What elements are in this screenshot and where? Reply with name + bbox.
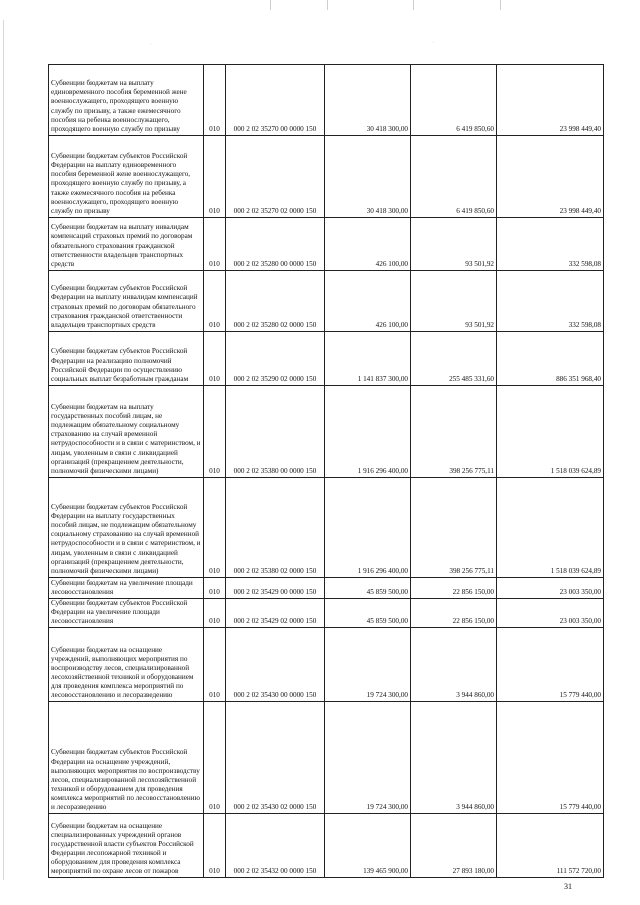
row-name-text: Субвенции бюджетам субъектов Российской Федерации на увеличение площади лесовосстановления bbox=[51, 599, 188, 626]
table-row bbox=[49, 65, 604, 136]
row-approved-cell: 1 916 296 400,00 bbox=[325, 386, 411, 478]
row-remaining-cell: 23 998 449,40 bbox=[497, 65, 604, 136]
row-name-cell bbox=[49, 578, 204, 599]
row-executed-cell: 6 419 850,60 bbox=[411, 136, 497, 218]
row-name-text: Субвенции бюджетам на выплату единовременного пособия беременной жене военнослужащего, проходящего военную службу по призыву, а также ежемесячного пособия на ребенка военнослужащего, проходящего военную службу по призыву bbox=[51, 79, 187, 133]
row-kbk-cell: 000 2 02 35380 02 0000 150 bbox=[226, 478, 325, 578]
row-remaining-cell: 23 998 449,40 bbox=[497, 136, 604, 218]
row-approved-cell: 139 465 900,00 bbox=[325, 814, 411, 878]
row-name-text: Субвенции бюджетам субъектов Российской Федерации на реализацию полномочий Российской Федерации по осуществлению социальных выплат безработным гражданам bbox=[51, 347, 189, 383]
row-name-text: Субвенции бюджетам на оснащение учреждений, выполняющих мероприятия по воспроизводству лесов, специализированной лесохозяйственной техникой и оборудованием для проведения комплекса мероприятий по лесовосстановлению и лесоразведению bbox=[51, 645, 194, 700]
table-row bbox=[49, 814, 604, 878]
row-code-cell: 010 bbox=[204, 271, 226, 332]
row-kbk-cell: 000 2 02 35270 00 0000 150 bbox=[226, 65, 325, 136]
row-name-text: Субвенции бюджетам на выплату инвалидам компенсаций страховых премий по договорам обязательного страхования гражданской ответственности владельцев транспортных средств bbox=[51, 223, 193, 268]
table-row bbox=[49, 478, 604, 578]
row-code-cell: 010 bbox=[204, 702, 226, 814]
row-code-cell: 010 bbox=[204, 628, 226, 702]
row-kbk-cell: 000 2 02 35429 00 0000 150 bbox=[226, 578, 325, 599]
row-name-cell bbox=[49, 702, 204, 814]
row-executed-cell: 3 944 860,00 bbox=[411, 628, 497, 702]
row-kbk-cell: 000 2 02 35429 02 0000 150 bbox=[226, 599, 325, 628]
row-kbk-cell: 000 2 02 35432 00 0000 150 bbox=[226, 814, 325, 878]
table-row bbox=[49, 578, 604, 599]
column-tick-mark bbox=[270, 0, 271, 10]
row-name-cell bbox=[49, 332, 204, 386]
row-remaining-cell: 15 779 440,00 bbox=[497, 628, 604, 702]
row-name-text: Субвенции бюджетам субъектов Российской Федерации на оснащение учреждений, выполняющих мероприятия по воспроизводству лесов, специализированной лесохозяйственной техникой и оборудованием для проведения комплекса мероприятий по лесовосстановлению и лесоразведению bbox=[51, 748, 200, 812]
row-executed-cell: 255 485 331,60 bbox=[411, 332, 497, 386]
row-kbk-cell: 000 2 02 35270 02 0000 150 bbox=[226, 136, 325, 218]
row-approved-cell: 19 724 300,00 bbox=[325, 702, 411, 814]
table-row bbox=[49, 332, 604, 386]
column-tick-mark bbox=[413, 0, 414, 10]
row-name-cell bbox=[49, 218, 204, 271]
scan-edge bbox=[3, 20, 4, 880]
budget-execution-table bbox=[48, 64, 604, 878]
row-name-cell bbox=[49, 628, 204, 702]
row-remaining-cell: 111 572 720,00 bbox=[497, 814, 604, 878]
table-row bbox=[49, 702, 604, 814]
column-tick-mark bbox=[327, 0, 328, 10]
row-name-cell bbox=[49, 271, 204, 332]
scan-speck: · bbox=[432, 40, 434, 46]
row-name-text: Субвенции бюджетам на увеличение площади лесовосстановления bbox=[51, 578, 193, 596]
table-row bbox=[49, 628, 604, 702]
row-executed-cell: 398 256 775,11 bbox=[411, 478, 497, 578]
row-approved-cell: 45 859 500,00 bbox=[325, 599, 411, 628]
row-code-cell: 010 bbox=[204, 218, 226, 271]
row-kbk-cell: 000 2 02 35430 02 0000 150 bbox=[226, 702, 325, 814]
row-approved-cell: 426 100,00 bbox=[325, 218, 411, 271]
row-name-text: Субвенции бюджетам на выплату государственных пособий лицам, не подлежащим обязательному социальному страхованию на случай временной нетрудоспособности и в связи с материнством, и лицам, уволенным в связи с ликвидацией организаций (прекращением деятельности, полномочий физическими лицами) bbox=[51, 402, 201, 475]
row-executed-cell: 93 501,92 bbox=[411, 218, 497, 271]
row-remaining-cell: 332 598,08 bbox=[497, 218, 604, 271]
row-name-text: Субвенции бюджетам на оснащение специализированных учреждений органов государственной власти субъектов Российской Федерации лесопожарной техникой и оборудованием для проведения комплекса мероприятий по охране лесов от пожаров bbox=[51, 821, 194, 876]
row-name-cell bbox=[49, 478, 204, 578]
row-approved-cell: 1 141 837 300,00 bbox=[325, 332, 411, 386]
row-name-cell bbox=[49, 65, 204, 136]
row-code-cell: 010 bbox=[204, 386, 226, 478]
row-kbk-cell: 000 2 02 35290 02 0000 150 bbox=[226, 332, 325, 386]
row-code-cell: 010 bbox=[204, 332, 226, 386]
row-name-cell bbox=[49, 136, 204, 218]
table-row bbox=[49, 599, 604, 628]
table-row bbox=[49, 386, 604, 478]
row-remaining-cell: 1 518 039 624,89 bbox=[497, 386, 604, 478]
row-executed-cell: 6 419 850,60 bbox=[411, 65, 497, 136]
row-name-cell bbox=[49, 599, 204, 628]
page-number: 31 bbox=[564, 882, 572, 891]
row-executed-cell: 93 501,92 bbox=[411, 271, 497, 332]
row-code-cell: 010 bbox=[204, 65, 226, 136]
row-remaining-cell: 15 779 440,00 bbox=[497, 702, 604, 814]
row-approved-cell: 1 916 296 400,00 bbox=[325, 478, 411, 578]
row-approved-cell: 30 418 300,00 bbox=[325, 65, 411, 136]
row-code-cell: 010 bbox=[204, 814, 226, 878]
row-name-text: Субвенции бюджетам субъектов Российской Федерации на выплату государственных пособий лицам, не подлежащим обязательному социальному страхованию на случай временной нетрудоспособности и в связи с материнством, и лицам, уволенным в связи с ликвидацией организаций (прекращением деятельности, полномочий физическими лицами) bbox=[51, 502, 201, 575]
row-code-cell: 010 bbox=[204, 578, 226, 599]
row-approved-cell: 19 724 300,00 bbox=[325, 628, 411, 702]
row-remaining-cell: 332 598,08 bbox=[497, 271, 604, 332]
table-row bbox=[49, 271, 604, 332]
row-executed-cell: 22 856 150,00 bbox=[411, 599, 497, 628]
row-remaining-cell: 886 351 968,40 bbox=[497, 332, 604, 386]
row-executed-cell: 27 893 180,00 bbox=[411, 814, 497, 878]
row-approved-cell: 30 418 300,00 bbox=[325, 136, 411, 218]
row-code-cell: 010 bbox=[204, 478, 226, 578]
table-row bbox=[49, 136, 604, 218]
row-name-cell bbox=[49, 386, 204, 478]
row-executed-cell: 3 944 860,00 bbox=[411, 702, 497, 814]
row-kbk-cell: 000 2 02 35280 00 0000 150 bbox=[226, 218, 325, 271]
row-name-cell bbox=[49, 814, 204, 878]
row-kbk-cell: 000 2 02 35430 00 0000 150 bbox=[226, 628, 325, 702]
row-kbk-cell: 000 2 02 35380 00 0000 150 bbox=[226, 386, 325, 478]
row-remaining-cell: 23 003 350,00 bbox=[497, 578, 604, 599]
row-name-text: Субвенции бюджетам субъектов Российской Федерации на выплату инвалидам компенсаций страховых премий по договорам обязательного страхования гражданской ответственности владельцев транспортных средств bbox=[51, 284, 198, 329]
table-body bbox=[49, 65, 604, 878]
row-remaining-cell: 1 518 039 624,89 bbox=[497, 478, 604, 578]
row-kbk-cell: 000 2 02 35280 02 0000 150 bbox=[226, 271, 325, 332]
row-executed-cell: 22 856 150,00 bbox=[411, 578, 497, 599]
row-name-text: Субвенции бюджетам субъектов Российской Федерации на выплату единовременного пособия беременной жене военнослужащего, проходящего военную службу по призыву, а также ежемесячного пособия на ребенка военнослужащего, проходящего военную службу по призыву bbox=[51, 152, 191, 215]
row-approved-cell: 45 859 500,00 bbox=[325, 578, 411, 599]
row-code-cell: 010 bbox=[204, 599, 226, 628]
row-code-cell: 010 bbox=[204, 136, 226, 218]
row-approved-cell: 426 100,00 bbox=[325, 271, 411, 332]
table-row bbox=[49, 218, 604, 271]
scan-speck: · bbox=[150, 42, 152, 48]
column-tick-mark bbox=[500, 0, 501, 10]
row-executed-cell: 398 256 775,11 bbox=[411, 386, 497, 478]
row-remaining-cell: 23 003 350,00 bbox=[497, 599, 604, 628]
